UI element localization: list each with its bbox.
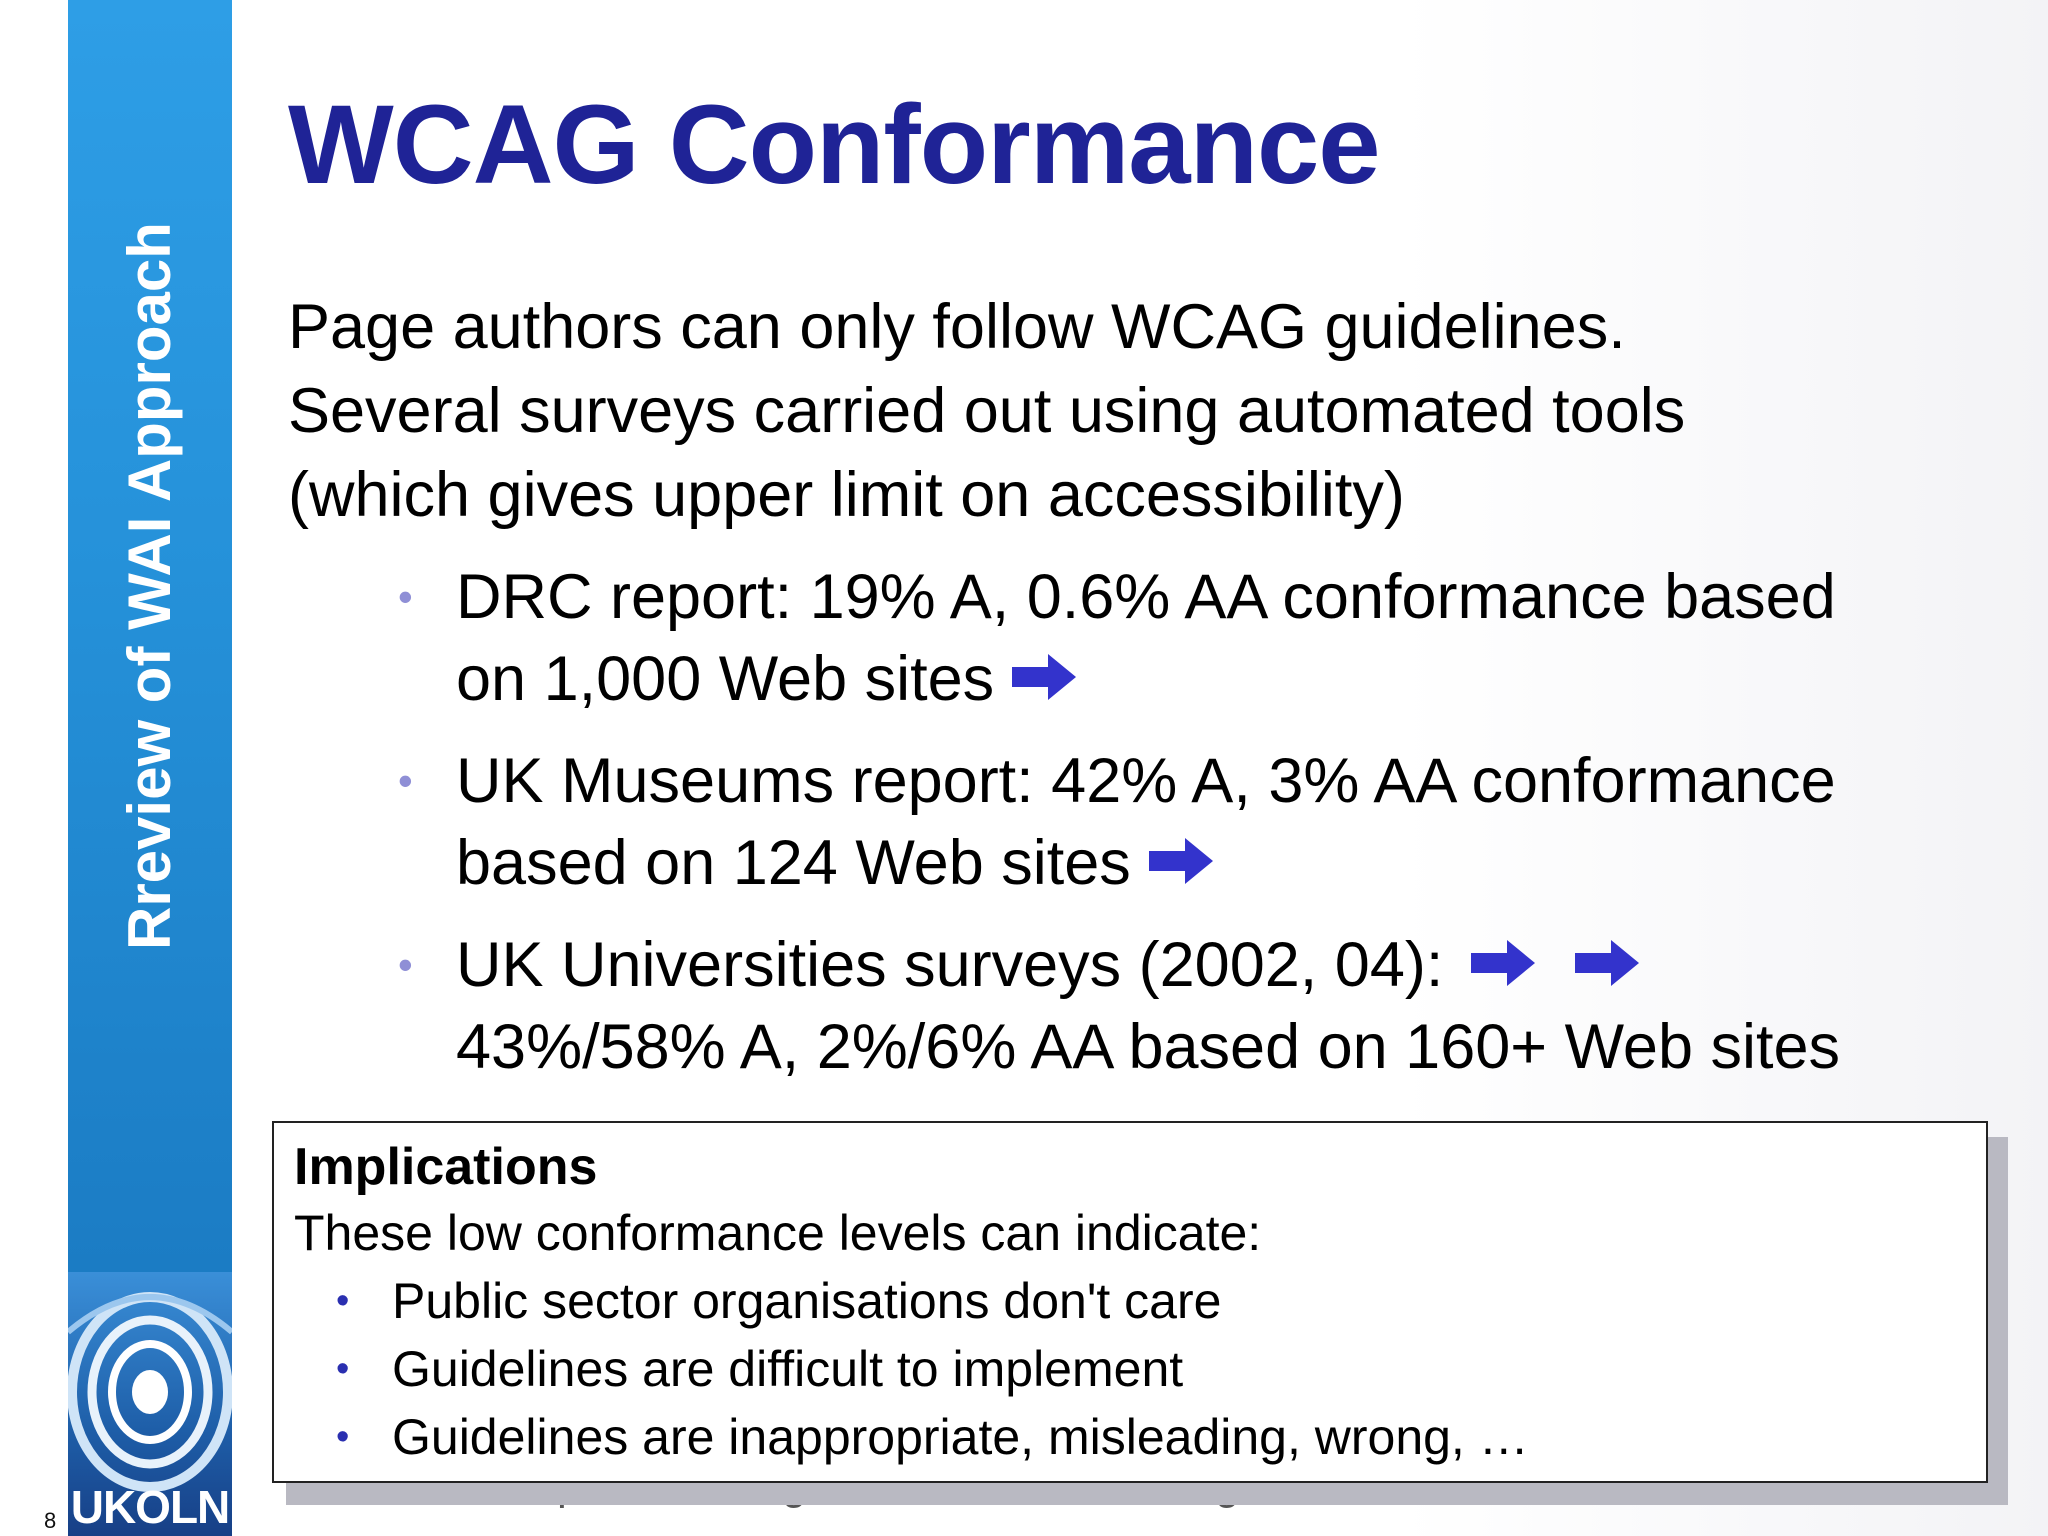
bullet-item	[390, 556, 2010, 720]
side-title: Rreview of WAI Approach	[116, 222, 183, 950]
bullet-line: based on 124 Web sites	[456, 828, 1131, 898]
arrow-right-icon[interactable]	[1575, 940, 1639, 986]
bullet-dot-icon: •	[398, 757, 413, 804]
slide-title: WCAG Conformance	[288, 82, 1380, 207]
bullet-dot-icon: •	[336, 1348, 350, 1390]
implications-heading: Implications	[294, 1138, 598, 1196]
page-number: 8	[44, 1508, 57, 1533]
bullet-line-wrap	[456, 638, 2010, 720]
list-item	[294, 1335, 1966, 1403]
bullet-line: on 1,000 Web sites	[456, 644, 995, 714]
bullet-item	[390, 924, 2010, 1088]
bullet-line: 43%/58% A, 2%/6% AA based on 160+ Web sites	[456, 1012, 1841, 1082]
bullet-dot-icon: •	[398, 573, 413, 620]
bullet-dot-icon: •	[336, 1416, 350, 1458]
arrow-right-icon[interactable]	[1149, 838, 1213, 884]
implications-list	[294, 1267, 1966, 1471]
intro-text	[288, 285, 1988, 537]
implications-intro: These low conformance levels can indicate:	[294, 1205, 1262, 1261]
bullet-line: DRC report: 19% A, 0.6% AA conformance based	[456, 562, 1836, 632]
bullet-line-wrap	[456, 924, 2010, 1006]
list-item	[294, 1403, 1966, 1471]
implications-box	[272, 1121, 1988, 1483]
arrow-right-icon[interactable]	[1012, 654, 1076, 700]
logo-text: UKOLN	[70, 1481, 230, 1533]
implication-text: Guidelines are difficult to implement	[392, 1341, 1184, 1397]
bullet-line: UK Museums report: 42% A, 3% AA conformance	[456, 746, 1836, 816]
arrow-right-icon[interactable]	[1471, 940, 1535, 986]
survey-bullets	[390, 556, 2010, 1108]
bullet-dot-icon: •	[336, 1280, 350, 1322]
bullet-dot-icon: •	[398, 941, 413, 988]
bullet-item	[390, 740, 2010, 904]
bullet-line: UK Universities surveys (2002, 04):	[456, 930, 1444, 1000]
ukoln-logo	[68, 1272, 232, 1536]
implication-text: Public sector organisations don't care	[392, 1273, 1222, 1329]
intro-line: Page authors can only follow WCAG guidelines.	[288, 292, 1626, 362]
intro-line: (which gives upper limit on accessibility)	[288, 460, 1405, 530]
implication-text: Guidelines are inappropriate, misleading, wrong, …	[392, 1409, 1529, 1465]
list-item	[294, 1267, 1966, 1335]
intro-line: Several surveys carried out using automated tools	[288, 376, 1686, 446]
bullet-line-wrap	[456, 822, 2010, 904]
